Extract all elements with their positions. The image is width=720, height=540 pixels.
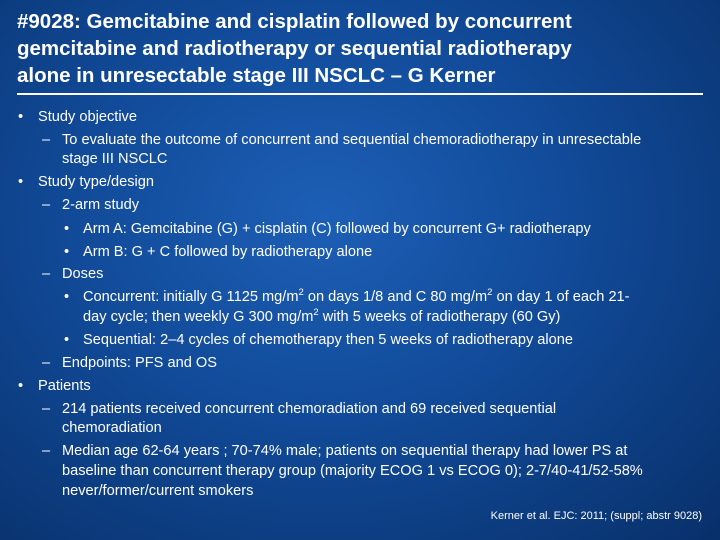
objective-heading: Study objective	[38, 109, 137, 125]
patients-demo-line-3: never/former/current smokers	[62, 483, 254, 499]
dash-icon: –	[42, 266, 51, 282]
title-line-2: gemcitabine and radiotherapy or sequential radiotherapy	[17, 37, 572, 60]
concurrent-dose-line-2: day cycle; then weekly G 300 $mg/m^2$ with 5 weeks of radiotherapy (60 Gy)	[83, 307, 561, 325]
arm-study-text: 2-arm study	[62, 197, 140, 213]
doses-text: Doses	[62, 266, 104, 282]
arm-b-text: Arm B: G + C followed by radiotherapy alone	[83, 244, 373, 260]
title-divider	[17, 93, 703, 95]
bullet-icon: •	[18, 109, 24, 125]
patients-count-line-2: chemoradiation	[62, 420, 162, 436]
title-line-3: alone in unresectable stage III NSCLC – G Kerner	[17, 64, 496, 87]
design-heading: Study type/design	[38, 174, 155, 190]
dash-icon: –	[42, 401, 51, 417]
patients-demo-line-1: Median age 62-64 years ; 70-74% male; patients on sequential therapy had lower PS at	[62, 443, 628, 459]
patients-heading: Patients	[38, 378, 91, 394]
bullet-icon: •	[64, 332, 70, 348]
bullet-icon: •	[18, 174, 24, 190]
dash-icon: –	[42, 443, 51, 459]
citation: Kerner et al. EJC: 2011; (suppl; abstr 9028)	[490, 510, 702, 522]
dash-icon: –	[42, 197, 51, 213]
patients-count-line-1: 214 patients received concurrent chemoradiation and 69 received sequential	[62, 401, 557, 417]
title-line-1: #9028: Gemcitabine and cisplatin followed by concurrent	[17, 10, 572, 33]
arm-a-text: Arm A: Gemcitabine (G) + cisplatin (C) followed by concurrent G+ radiotherapy	[83, 221, 591, 237]
bullet-icon: •	[64, 221, 70, 237]
dash-icon: –	[42, 132, 51, 148]
objective-text-line-1: To evaluate the outcome of concurrent and sequential chemoradiotherapy in unresectable	[62, 132, 642, 148]
dash-icon: –	[42, 355, 51, 371]
bullet-icon: •	[64, 289, 70, 305]
concurrent-dose-line-1: Concurrent: initially G 1125 $mg/m^2$ on days 1/8 and C 80 $mg/m^2$ on day 1 of each 21-	[83, 287, 630, 305]
objective-text-line-2: stage III NSCLC	[62, 151, 168, 167]
patients-demo-line-2: baseline than concurrent therapy group (majority ECOG 1 vs ECOG 0); 2-7/40-41/52-58%	[62, 463, 643, 479]
bullet-icon: •	[18, 378, 24, 394]
slide-title	[17, 8, 707, 89]
endpoints-text: Endpoints: PFS and OS	[62, 355, 217, 371]
sequential-dose-text: Sequential: 2–4 cycles of chemotherapy then 5 weeks of radiotherapy alone	[83, 332, 574, 348]
bullet-icon: •	[64, 244, 70, 260]
